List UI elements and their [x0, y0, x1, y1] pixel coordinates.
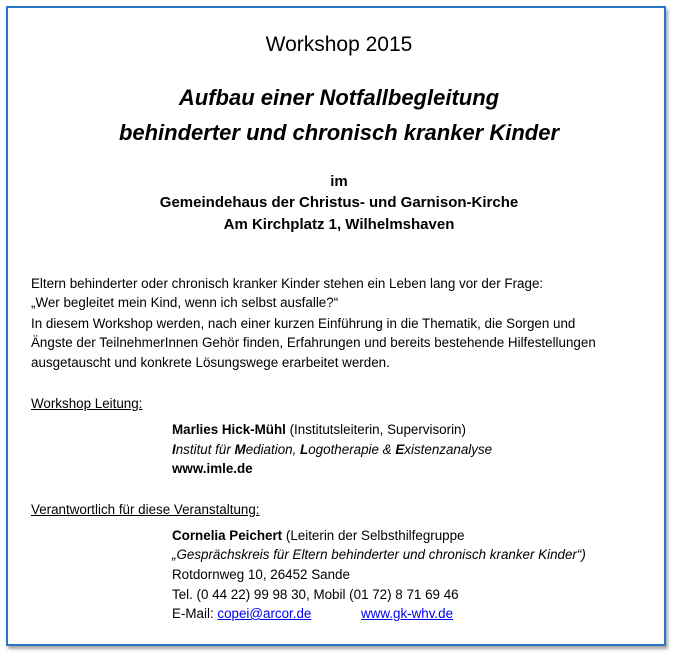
venue-address: Am Kirchplatz 1, Wilhelmshaven	[223, 216, 455, 233]
leitung-institute	[172, 442, 492, 457]
inst-part-1: nstitut für	[175, 442, 235, 457]
inst-initial-e: E	[395, 442, 405, 457]
intro-line-4: Ängste der TeilnehmerInnen Gehör finden, Erfahrungen und bereits bestehende Hilfestellungen	[31, 335, 596, 350]
email-label: E-Mail:	[172, 606, 218, 621]
intro-line-1: Eltern behinderter oder chronisch kranker Kinder stehen ein Leben lang vor der Frage:	[31, 276, 544, 291]
verantwortlich-website-wrap	[361, 606, 453, 621]
verantwortlich-role: (Leiterin der Selbsthilfegruppe	[282, 528, 465, 543]
verantwortlich-name: Cornelia Peichert	[172, 528, 283, 543]
inst-part-2: ediation,	[245, 442, 301, 457]
workshop-year: Workshop 2015	[265, 33, 413, 56]
verantwortlich-person	[172, 528, 465, 543]
verantwortlich-street: Rotdornweg 10, 26452 Sande	[172, 567, 350, 582]
email-link[interactable]: copei@arcor.de	[217, 606, 312, 621]
verantwortlich-phone: Tel. (0 44 22) 99 98 30, Mobil (01 72) 8 71 69 46	[172, 587, 459, 602]
intro-line-3: In diesem Workshop werden, nach einer kurzen Einführung in die Thematik, die Sorgen und	[31, 316, 576, 331]
inst-initial-i: I	[172, 442, 176, 457]
verantwortlich-contact	[172, 606, 311, 621]
venue-im: im	[330, 173, 348, 190]
intro-line-2: „Wer begleitet mein Kind, wenn ich selbst ausfalle?“	[31, 295, 339, 310]
title-line-2: behinderter und chronisch kranker Kinder	[118, 120, 560, 145]
intro-line-5: ausgetauscht und konkrete Lösungswege erarbeitet werden.	[31, 355, 390, 370]
leitung-website: www.imle.de	[172, 461, 253, 476]
leitung-role: (Institutsleiterin, Supervisorin)	[285, 422, 466, 437]
inst-part-4: xistenzanalyse	[404, 442, 493, 457]
website-link[interactable]: www.gk-whv.de	[361, 606, 454, 621]
inst-initial-m: M	[234, 442, 246, 457]
inst-initial-l: L	[300, 442, 309, 457]
verantwortlich-heading: Verantwortlich für diese Veranstaltung:	[31, 502, 260, 517]
leitung-name: Marlies Hick-Mühl	[172, 422, 286, 437]
leitung-person	[172, 422, 466, 437]
title-line-1: Aufbau einer Notfallbegleitung	[178, 85, 500, 110]
verantwortlich-group: „Gesprächskreis für Eltern behinderter und chronisch kranker Kinder“)	[172, 547, 586, 562]
venue-name: Gemeindehaus der Christus- und Garnison-Kirche	[159, 194, 519, 211]
leitung-heading: Workshop Leitung:	[31, 396, 143, 411]
inst-part-3: ogotherapie &	[308, 442, 396, 457]
